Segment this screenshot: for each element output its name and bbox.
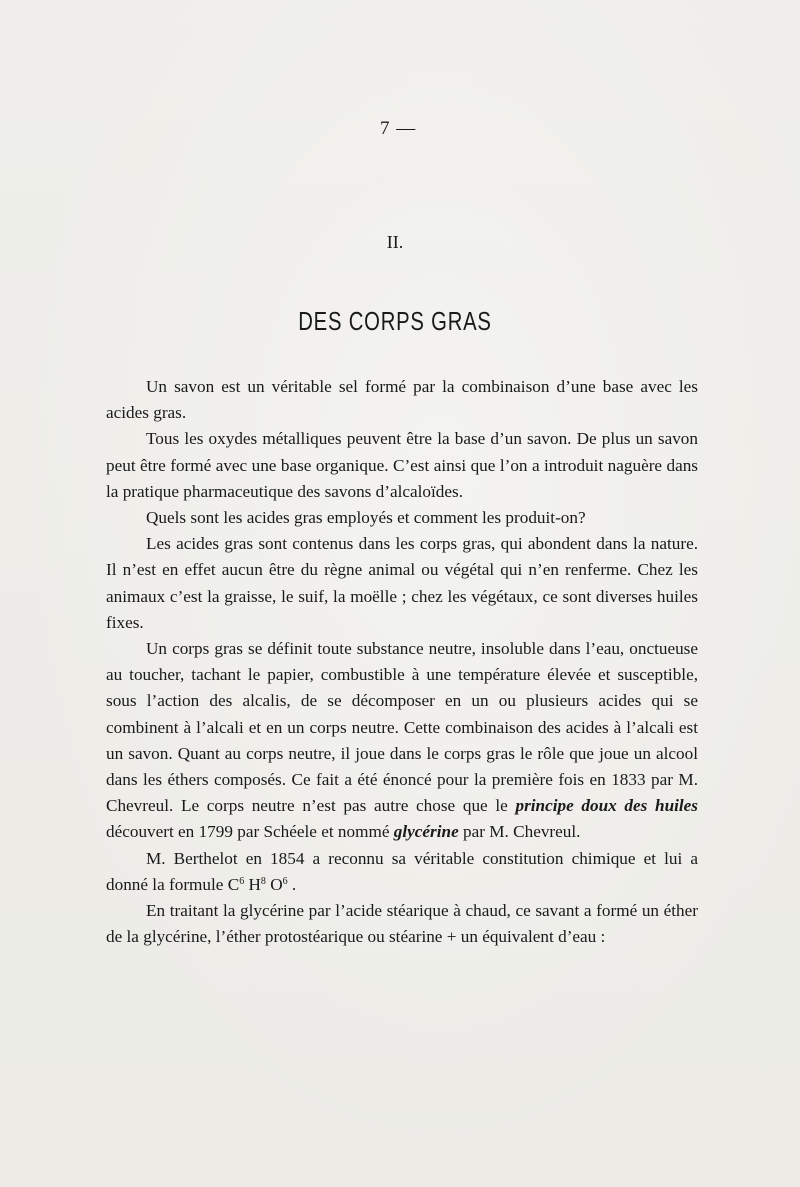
paragraph-7: En traitant la glycérine par l’acide stéarique à chaud, ce savant a formé un éther de la glycérine, l’éther protostéarique ou stéarine + un équivalent d’eau :: [106, 901, 698, 947]
formula-o: O: [270, 874, 283, 894]
chemical-formula: [228, 875, 297, 894]
section-title: DES CORPS GRAS: [298, 306, 492, 336]
paragraph-5: [106, 636, 698, 846]
section-numeral: II.: [386, 232, 404, 252]
paragraph-5-text-a: Un corps gras se définit toute substance neutre, insoluble dans l’eau, onctueuse au toucher, tachant le papier, combustible à une température élevée et susceptible, sous l’action des alcalis, de se décomposer en un ou plusieurs acides qui se combinent à l’alcali et en un corps neutre. Cette combinaison des acides à l’alcali est un savon. Quant au corps neutre, il joue dans le corps gras le rôle que joue un alcool dans les éthers composés. Ce fait a été énoncé pour la première fois en 1833 par M. Chevreul. Le corps neutre n’est pas autre chose que le: [106, 639, 698, 816]
italic-principe-doux: principe doux des huiles: [515, 796, 699, 816]
formula-c: C: [227, 874, 240, 894]
paragraph-6-text: M. Berthelot en 1854 a reconnu sa véritable constitution chimique et lui a donné la formule: [106, 848, 698, 894]
paragraph-2: Tous les oxydes métalliques peuvent être la base d’un savon. De plus un savon peut être formé avec une base organique. C’est ainsi que l’on a introduit naguère dans la pratique pharmaceutique des savons d’alcaloïdes.: [106, 429, 698, 501]
paragraph-6: [106, 846, 698, 898]
formula-c-exponent: 6: [239, 875, 245, 887]
paragraph-5-text-c: par M. Chevreul.: [458, 822, 581, 842]
paragraph-5-text-b: découvert en 1799 par Schéele et nommé: [106, 822, 394, 842]
paragraph-3: Quels sont les acides gras employés et comment les produit-on?: [146, 508, 586, 528]
paragraph-4: Les acides gras sont contenus dans les corps gras, qui abondent dans la nature. Il n’est en effet aucun être du règne animal ou végétal qui n’en renferme. Chez les animaux c’est la graisse, le suif, la moëlle ; chez les végétaux, ce sont diverses huiles fixes.: [106, 534, 698, 632]
formula-o-exponent: 6: [282, 875, 288, 887]
formula-h: H: [248, 874, 261, 894]
formula-end: .: [287, 874, 297, 894]
paragraph-1: Un savon est un véritable sel formé par la combinaison d’une base avec les acides gras.: [106, 377, 698, 423]
page-number: 7 —: [380, 118, 417, 139]
formula-h-exponent: 8: [260, 875, 266, 887]
italic-glycerine: glycérine: [393, 822, 459, 842]
body-text: [106, 374, 698, 950]
